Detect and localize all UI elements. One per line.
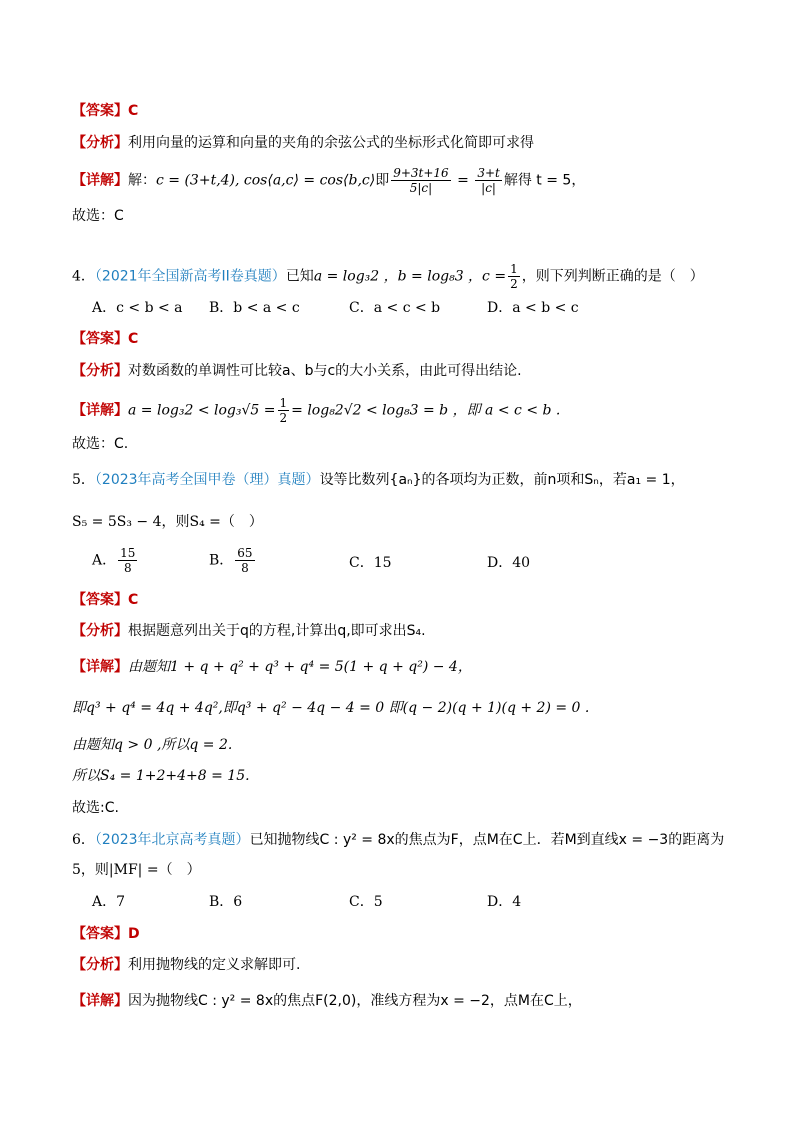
q6-analysis-line — [72, 955, 300, 975]
q5-detail-2: 即q³ + q⁴ = 4q + 4q²,即q³ + q² − 4q − 4 = 0 即(q − 2)(q + 1)(q + 2) = 0 . — [72, 700, 590, 716]
q4-c-fraction: $\frac{1}{2}$ — [510, 262, 518, 291]
q4-option-b: B．b < a < c — [209, 300, 300, 316]
q4-option-a: A．c < b < a — [92, 300, 183, 316]
q3-detail-end: 解得 t = 5， — [503, 172, 586, 189]
analysis-tag: 【分析】 — [72, 363, 128, 379]
q6-stem — [72, 830, 724, 850]
q6-option-c: C．5 — [349, 894, 383, 910]
answer-tag: 【答案】 — [72, 926, 128, 942]
q4-option-c: C．a < c < b — [349, 300, 441, 316]
q4-source: （2021年全国新高考II卷真题） — [94, 268, 286, 285]
q4-answer-line — [72, 329, 138, 349]
q6-option-a: A．7 — [92, 894, 126, 910]
q4-option-d: D．a < b < c — [487, 300, 579, 316]
q6-option-d: D．4 — [487, 894, 522, 910]
q4-analysis: 对数函数的单调性可比较a、b与c的大小关系，由此可得出结论. — [128, 363, 522, 379]
q6-stem-text: 已知抛物线C : y² = 8x的焦点为F，点M在C上．若M到直线x = −3的距离为 — [249, 832, 725, 848]
q6-detail-line — [72, 991, 582, 1011]
q4-analysis-line — [72, 361, 522, 381]
q4-stem-math: a = log₃2 ，b = log₈3 ，c = — [313, 268, 507, 285]
answer-tag: 【答案】 — [72, 592, 128, 608]
q4-half-fraction: $\frac{1}{2}$ — [279, 396, 288, 425]
q3-fraction-2: $\frac{3+t}{|c|}$ — [477, 166, 500, 195]
q5-option-b: B． $\frac{65}{8}$ — [209, 546, 253, 575]
q4-detail-line — [72, 396, 560, 425]
analysis-tag: 【分析】 — [72, 135, 128, 151]
q6-number: 6． — [72, 832, 95, 848]
q3-detail-mid: 即 — [375, 172, 390, 189]
q5-stem2: S₅ = 5S₃ − 4，则S₄ =（ ） — [72, 514, 263, 530]
q6-stem2: 5，则|MF| =（ ） — [72, 862, 201, 878]
q4-answer: C — [128, 331, 139, 347]
q3-analysis-line — [72, 133, 534, 153]
q5-detail-line-1 — [72, 657, 472, 677]
q5-number: 5． — [72, 472, 95, 488]
q5-answer: C — [128, 592, 139, 608]
detail-tag: 【详解】 — [72, 659, 128, 675]
answer-tag: 【答案】 — [72, 331, 128, 347]
q3-conclusion: 故选：C — [72, 208, 124, 224]
detail-tag: 【详解】 — [72, 172, 128, 189]
q6-analysis: 利用抛物线的定义求解即可. — [128, 957, 301, 973]
q6-answer: D — [128, 926, 140, 942]
analysis-tag: 【分析】 — [72, 957, 128, 973]
q6-option-b: B．6 — [209, 894, 243, 910]
q5-answer-line — [72, 590, 138, 610]
q4-conclusion: 故选：C. — [72, 436, 129, 452]
detail-tag: 【详解】 — [72, 993, 128, 1009]
q5-detail-4: 所以S₄ = 1+2+4+8 = 15. — [72, 768, 250, 784]
q6-answer-line — [72, 924, 140, 944]
q5-option-a: A． $\frac{15}{8}$ — [92, 546, 136, 575]
q5-analysis: 根据题意列出关于q的方程,计算出q,即可求出S₄. — [128, 623, 426, 639]
analysis-tag: 【分析】 — [72, 623, 128, 639]
q3-answer: C — [128, 103, 139, 119]
q3-answer-line — [72, 101, 138, 121]
detail-tag: 【详解】 — [72, 402, 128, 419]
answer-tag: 【答案】 — [72, 103, 128, 119]
q6-source: （2023年北京高考真题） — [94, 832, 250, 848]
q4-stem-pre: 已知 — [285, 268, 314, 285]
q4-detail-pre: a = log₃2 < log₃√5 = — [128, 402, 276, 419]
q4-number: 4． — [72, 268, 95, 285]
q5-option-c: C．15 — [349, 555, 392, 571]
q3-detail-pre: 解： — [128, 172, 156, 189]
q3-detail-math: c = (3+t,4), cos⟨a,c⟩ = cos⟨b,c⟩ — [156, 172, 376, 189]
q3-analysis: 利用向量的运算和向量的夹角的余弦公式的坐标形式化简即可求得 — [128, 135, 534, 151]
q5-detail-1: 由题知1 + q + q² + q³ + q⁴ = 5(1 + q + q²) − 4， — [128, 659, 472, 675]
q6-detail: 因为抛物线C : y² = 8x的焦点F(2,0)，准线方程为x = −2，点M在C上， — [128, 993, 582, 1009]
q5-conclusion: 故选:C. — [72, 800, 119, 816]
q5-detail-3: 由题知q > 0 ,所以q = 2. — [72, 737, 233, 753]
q4-stem — [72, 262, 704, 291]
q5-stem-text: 设等比数列{aₙ}的各项均为正数，前n项和Sₙ，若a₁ = 1， — [319, 472, 685, 488]
q5-option-d: D．40 — [487, 555, 531, 571]
q5-source: （2023年高考全国甲卷（理）真题） — [94, 472, 320, 488]
q4-detail-post: = log₈2√2 < log₈3 = b ，即 a < c < b . — [291, 402, 561, 419]
q4-stem-post: ，则下列判断正确的是（ ） — [521, 268, 704, 285]
q5-stem — [72, 470, 685, 490]
q5-analysis-line — [72, 621, 426, 641]
q3-detail-line: 【详解】解：c = (3+t,4), cos⟨a,c⟩ = cos⟨b,c⟩即 $\frac{9+3t+16}{5|c|}$ = $\frac{3+t}{|c|}$ 解得 t = 5， — [72, 166, 586, 195]
q3-fraction-1: $\frac{9+3t+16}{5|c|}$ — [393, 166, 449, 195]
